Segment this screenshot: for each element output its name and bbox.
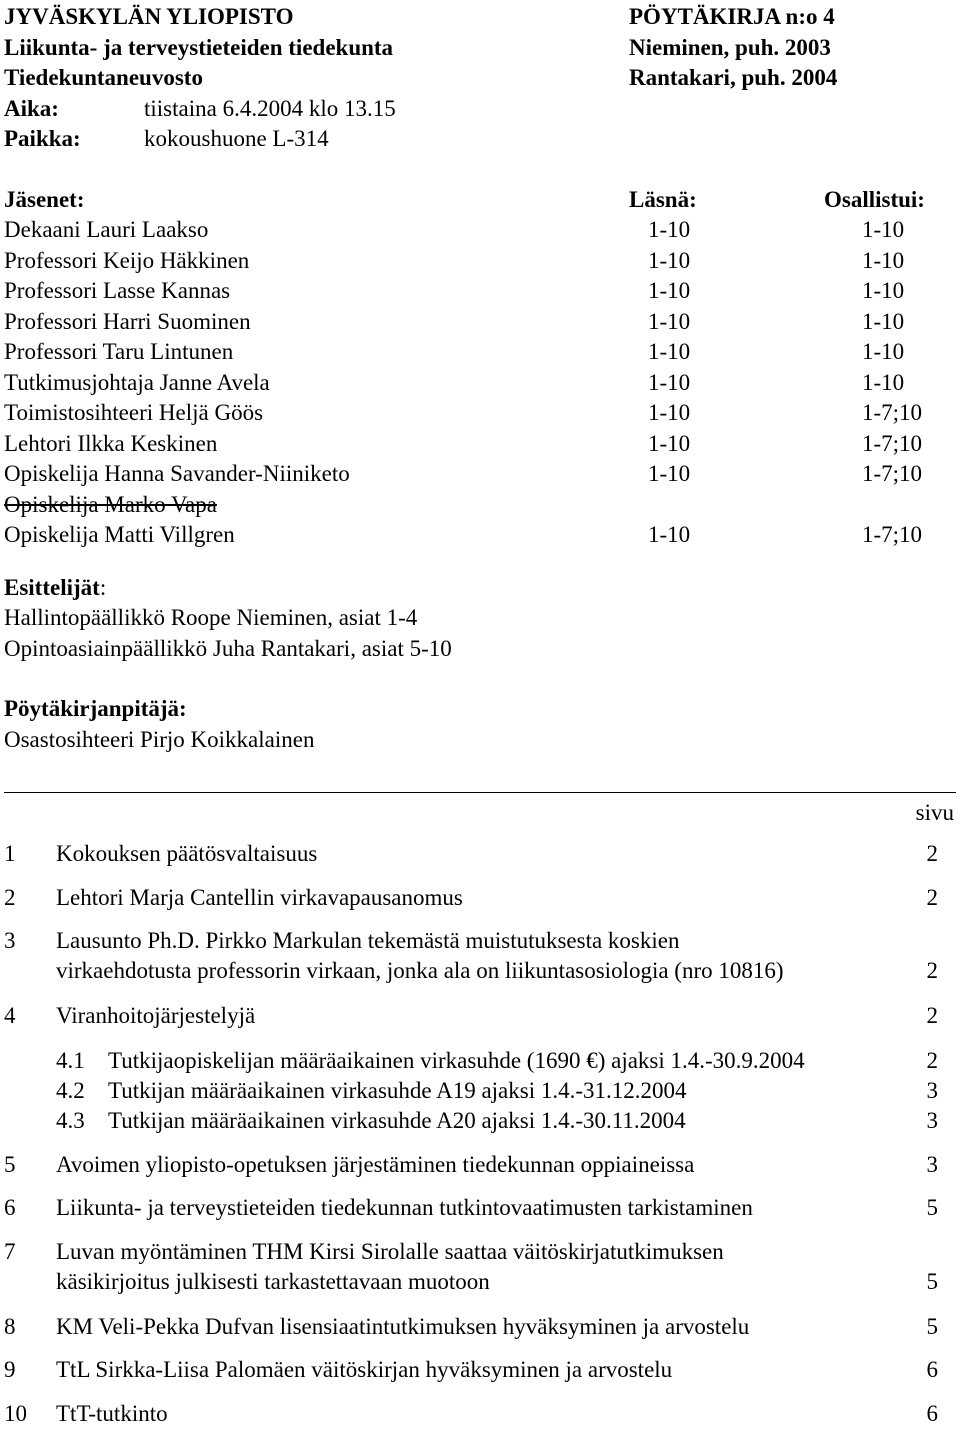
member-present: 1-10: [648, 430, 691, 456]
present-column-label: Läsnä:: [629, 186, 697, 212]
contact-nieminen: Nieminen, puh. 2003: [629, 34, 831, 60]
member-participated: 1-7;10: [862, 400, 923, 425]
member-name: Opiskelija Hanna Savander-Niiniketo: [4, 461, 350, 486]
agenda-subitem-title: Tutkijaopiskelijan määräaikainen virkasuhde (1690 €) ajaksi 1.4.-30.9.2004: [108, 1048, 805, 1073]
agenda-item-title: Kokouksen päätösvaltaisuus: [56, 841, 318, 866]
meeting-time: [4, 94, 956, 125]
member-present: 1-10: [648, 461, 691, 486]
agenda-item-number: 8: [4, 1314, 16, 1339]
spacer: [4, 155, 956, 185]
agenda-item-title: Lausunto Ph.D. Pirkko Markulan tekemästä muistutuksesta koskien: [56, 928, 680, 953]
presenters-heading: [4, 573, 956, 604]
member-present: 1-10: [648, 369, 691, 395]
agenda-item-number: 9: [4, 1357, 16, 1382]
member-present: 1-10: [648, 308, 691, 334]
member-row: [4, 307, 956, 338]
spacer: [4, 551, 956, 573]
member-present: 1-10: [648, 217, 691, 242]
agenda-subitem-page: 2: [926, 1048, 938, 1073]
secretary-heading: Pöytäkirjanpitäjä:: [4, 696, 187, 721]
agenda-item-number: 2: [4, 885, 16, 910]
presenters-label: Esittelijät: [4, 574, 100, 600]
minutes-page: [4, 2, 956, 755]
member-participated: 1-7;10: [862, 430, 923, 456]
member-row: [4, 520, 956, 551]
member-name: Professori Harri Suominen: [4, 308, 251, 334]
agenda-page-header: [4, 798, 956, 828]
agenda: [4, 798, 956, 1426]
agenda-subitem-page: 3: [926, 1078, 938, 1103]
agenda-subitem-title: Tutkijan määräaikainen virkasuhde A20 ajaksi 1.4.-30.11.2004: [108, 1108, 686, 1133]
agenda-item-title: Avoimen yliopisto-opetuksen järjestäminen tiedekunnan oppiaineissa: [56, 1152, 695, 1177]
place-value: kokoushuone L-314: [144, 126, 329, 151]
agenda-item-page: 6: [926, 1357, 938, 1382]
agenda-item-title: Liikunta- ja terveystieteiden tiedekunnan tutkintovaatimusten tarkistaminen: [56, 1195, 753, 1220]
document-type: PÖYTÄKIRJA n:o 4: [629, 4, 835, 29]
secretary-name: Osastosihteeri Pirjo Koikkalainen: [4, 726, 315, 752]
faculty-name: Liikunta- ja terveystieteiden tiedekunta: [4, 34, 394, 60]
contact-rantakari: Rantakari, puh. 2004: [629, 65, 838, 90]
member-name: Professori Taru Lintunen: [4, 339, 234, 364]
agenda-item-number: 1: [4, 841, 16, 866]
members-header: [4, 185, 956, 216]
divider-line: [4, 792, 956, 793]
agenda-item-title-cont: virkaehdotusta professorin virkaan, jonka ala on liikuntasosiologia (nro 10816): [56, 958, 784, 983]
agenda-subitem-title: Tutkijan määräaikainen virkasuhde A19 ajaksi 1.4.-31.12.2004: [108, 1078, 687, 1103]
member-participated: 1-10: [862, 247, 905, 273]
member-name: Lehtori Ilkka Keskinen: [4, 430, 218, 456]
agenda-item-number: 4: [4, 1003, 16, 1028]
presenters-colon: :: [99, 574, 107, 600]
participated-column-label: Osallistui:: [824, 186, 925, 212]
agenda-subitem-page: 3: [926, 1108, 938, 1133]
header-line-1: [4, 2, 956, 33]
members-column-label: Jäsenet:: [4, 186, 85, 212]
header-line-2: [4, 33, 956, 64]
member-name: Dekaani Lauri Laakso: [4, 217, 209, 242]
member-name: Professori Lasse Kannas: [4, 278, 231, 303]
member-name: Tutkimusjohtaja Janne Avela: [4, 369, 270, 395]
member-row: [4, 337, 956, 368]
place-label: Paikka:: [4, 126, 81, 151]
agenda-item-page: 3: [926, 1152, 938, 1177]
presenter-item: Hallintopäällikkö Roope Nieminen, asiat 1-4: [4, 605, 418, 630]
time-label: Aika:: [4, 95, 59, 121]
member-row: [4, 490, 956, 521]
member-row: [4, 276, 956, 307]
agenda-item-number: 7: [4, 1239, 16, 1264]
member-present: 1-10: [648, 522, 691, 547]
header-line-3: [4, 63, 956, 94]
member-row: [4, 429, 956, 460]
agenda-item-number: 3: [4, 928, 16, 953]
member-present: 1-10: [648, 278, 691, 303]
member-participated: 1-10: [862, 308, 905, 334]
member-row: [4, 246, 956, 277]
time-value: tiistaina 6.4.2004 klo 13.15: [144, 95, 396, 121]
member-participated: 1-7;10: [862, 461, 923, 486]
agenda-item-page: 5: [926, 1269, 938, 1294]
member-participated: 1-7;10: [862, 522, 923, 547]
agenda-item-title: Lehtori Marja Cantellin virkavapausanomus: [56, 885, 463, 910]
presenter-item: Opintoasiainpäällikkö Juha Rantakari, asiat 5-10: [4, 635, 452, 661]
agenda-item-page: 5: [926, 1314, 938, 1339]
member-present: 1-10: [648, 339, 691, 364]
council-name: Tiedekuntaneuvosto: [4, 65, 203, 90]
university-name: JYVÄSKYLÄN YLIOPISTO: [4, 4, 294, 29]
agenda-item-title: Luvan myöntäminen THM Kirsi Sirolalle saattaa väitöskirjatutkimuksen: [56, 1239, 724, 1264]
member-participated: 1-10: [862, 339, 905, 364]
member-participated: 1-10: [862, 278, 905, 303]
agenda-subitem-number: 4.2: [56, 1078, 85, 1103]
member-participated: 1-10: [862, 369, 905, 395]
member-present: 1-10: [648, 247, 691, 273]
member-row: [4, 459, 956, 490]
agenda-item-page: 2: [926, 841, 938, 866]
members-list: [4, 215, 956, 551]
agenda-item-title: TtT-tutkinto: [56, 1401, 168, 1426]
agenda-item-page: 5: [926, 1195, 938, 1220]
meeting-place: [4, 124, 956, 155]
agenda-item-page: 2: [926, 885, 938, 910]
spacer: [4, 664, 956, 694]
agenda-subitem-number: 4.3: [56, 1108, 85, 1133]
member-participated: 1-10: [862, 217, 905, 242]
agenda-item-number: 6: [4, 1195, 16, 1220]
agenda-item-title: KM Veli-Pekka Dufvan lisensiaatintutkimuksen hyväksyminen ja arvostelu: [56, 1314, 750, 1339]
agenda-item-page: 2: [926, 958, 938, 983]
member-name: Professori Keijo Häkkinen: [4, 247, 250, 273]
agenda-item-page: 2: [926, 1003, 938, 1028]
member-name: Opiskelija Matti Villgren: [4, 522, 235, 547]
agenda-item-number: 5: [4, 1152, 16, 1177]
member-row: [4, 215, 956, 246]
member-row: [4, 398, 956, 429]
agenda-item-title-cont: käsikirjoitus julkisesti tarkastettavaan muotoon: [56, 1269, 490, 1294]
page-column-label: sivu: [915, 800, 954, 825]
agenda-item-number: 10: [4, 1401, 27, 1426]
agenda-subitem-number: 4.1: [56, 1048, 85, 1073]
member-name: Opiskelija Marko Vapa: [4, 491, 217, 517]
agenda-item-title: Viranhoitojärjestelyjä: [56, 1003, 256, 1028]
member-row: [4, 368, 956, 399]
agenda-item-page: 6: [926, 1401, 938, 1426]
agenda-item-title: TtL Sirkka-Liisa Palomäen väitöskirjan hyväksyminen ja arvostelu: [56, 1357, 673, 1382]
member-present: 1-10: [648, 400, 691, 425]
member-name: Toimistosihteeri Heljä Göös: [4, 400, 264, 425]
